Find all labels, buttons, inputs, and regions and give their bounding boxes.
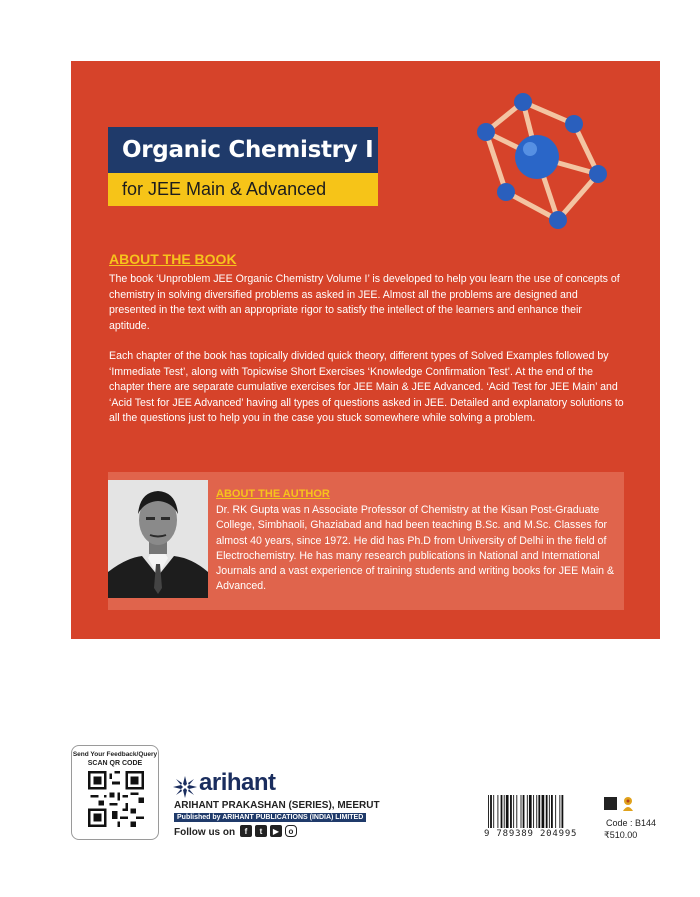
molecule-icon xyxy=(470,84,620,234)
facebook-icon[interactable]: f xyxy=(240,825,252,837)
about-book-heading: ABOUT THE BOOK xyxy=(109,251,237,267)
author-photo xyxy=(108,480,208,598)
publisher-name: ARIHANT PRAKASHAN (SERIES), MEERUT xyxy=(174,800,380,811)
youtube-icon[interactable]: ▶ xyxy=(270,825,282,837)
about-author-heading: ABOUT THE AUTHOR xyxy=(216,488,330,500)
isbn-number: 9 789389 204995 xyxy=(484,829,578,839)
about-author-text: Dr. RK Gupta was n Associate Professor of Chemistry at the Kisan Post-Graduate College, Simbhaoli, Ghaziabad and had been teaching B.Sc. and M.Sc. Classes for almost 40 years, since 1972. He did has Ph.D from University of Delhi in the field of Electrochemistry. He has many research publications in National and International Journals and a vast experience of training students and writing books for JEE Main & Advanced. xyxy=(216,504,615,593)
mascot-icon xyxy=(621,796,635,812)
twitter-icon[interactable]: t xyxy=(255,825,267,837)
follow-us-label: Follow us on xyxy=(174,827,236,838)
isbn-barcode xyxy=(487,795,597,828)
book-subtitle: for JEE Main & Advanced xyxy=(108,173,378,206)
qr-scan-label: SCAN QR CODE xyxy=(87,760,143,767)
qr-caption: Send Your Feedback/Query xyxy=(72,751,158,758)
book-code: Code : B144 xyxy=(606,818,657,828)
social-links xyxy=(240,825,297,837)
instagram-icon[interactable]: o xyxy=(285,825,297,837)
qr-feedback-card[interactable] xyxy=(71,745,159,840)
book-symbol-icon xyxy=(604,797,617,810)
book-price: ₹510.00 xyxy=(604,830,638,840)
about-book-paragraph-1: The book ‘Unproblem JEE Organic Chemistry Volume I’ is developed to help you learn the use of concepts of chemistry in solving diversified problems as asked in JEE. Almost all the problems are designed and presented in the text with an appropriate rigor to satisfy the intellect of the learners and enhance their aptitude. xyxy=(109,273,620,332)
about-book-paragraph-2: Each chapter of the book has topically divided quick theory, different types of Solved Examples followed by ‘Immediate Test’, along with Topicwise Short Exercises ‘Knowledge Confirmation Test’. At the end of the chapter there are separate cumulative exercises for JEE Main & JEE Advanced. ‘Acid Test for JEE Main’ and ‘Acid Test for JEE Advanced’ having all types of questions asked in JEE. Detailed and explanatory solutions to all the questions just to help you in the case you stuck somewhere while solving a problem. xyxy=(109,350,624,424)
published-by-label: Published by ARIHANT PUBLICATIONS (INDIA) LIMITED xyxy=(174,813,366,822)
qr-code-icon[interactable] xyxy=(88,771,144,827)
book-title: Organic Chemistry I xyxy=(108,127,378,173)
arihant-logo-icon xyxy=(172,775,198,799)
arihant-logo-text: arihant xyxy=(199,769,276,796)
